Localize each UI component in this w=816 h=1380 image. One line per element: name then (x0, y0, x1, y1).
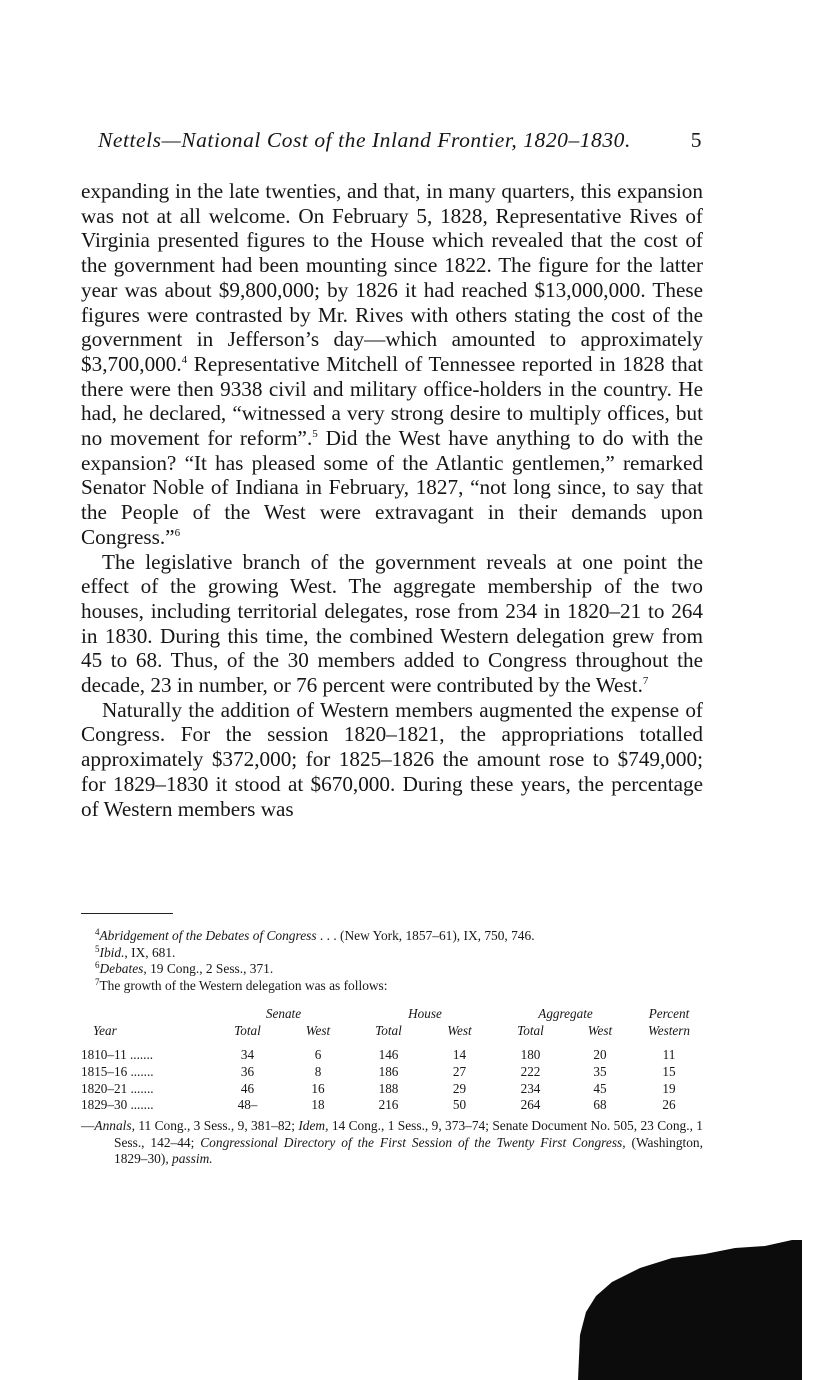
table-cell: 6 (314, 1047, 322, 1063)
table-cell: 27 (452, 1063, 467, 1079)
dot-leader: ....... (127, 1080, 154, 1096)
column-header: West (587, 1022, 613, 1038)
sources-text-1: , 11 Cong., 3 Sess., 9, 381–82; (131, 1118, 299, 1134)
sources-dash: — (81, 1118, 95, 1134)
table-cell: 186 (378, 1063, 399, 1079)
table-cell: 146 (378, 1047, 399, 1063)
table-cell: 18 (311, 1097, 325, 1113)
footnote-ref-7: 7 (642, 675, 649, 688)
footnote-5-text: , IX, 681. (124, 944, 176, 960)
table-cell: 45 (593, 1080, 607, 1096)
footnote-6-title: Debates (99, 961, 144, 977)
table-cell: 216 (378, 1097, 399, 1113)
year-value: 1820–21 (81, 1080, 128, 1096)
dot-leader: ....... (127, 1097, 154, 1113)
table-cell: 222 (520, 1063, 541, 1079)
table-cell: 234 (520, 1080, 541, 1096)
table-cell: 14 (452, 1047, 467, 1063)
page-number: 5 (690, 128, 702, 152)
sources-directory-title: Congressional Directory of the First Session of the Twenty First Congress, (200, 1134, 626, 1150)
footnote-ref-6: 6 (174, 526, 181, 539)
footnote-6-text: , 19 Cong., 2 Sess., 371. (143, 961, 274, 977)
footnote-6-mark: 6 (95, 960, 100, 971)
table-cell: 188 (378, 1080, 399, 1096)
footnote-4-mark: 4 (95, 927, 100, 937)
footnote-ref-5: 5 (312, 428, 318, 441)
footnote-ref-4: 4 (181, 353, 188, 366)
table-cell: 19 (662, 1080, 676, 1096)
group-header: Percent (648, 1005, 690, 1021)
footnote-4-title: Abridgement of the Debates of Congress (99, 928, 317, 943)
column-header: Total (234, 1022, 261, 1038)
paragraph-1-text-c: Did the West have anything to do with the expansion? “It has pleased some of the Atlantic gentlemen,” remarked Senator Noble of Indiana in February, 1827, “not long since, to say that the People of the West were extravagant in their demands upon Congress.” (81, 426, 703, 549)
footnote-5-mark: 5 (95, 943, 100, 954)
table-cell: 34 (240, 1047, 255, 1063)
sources-passim: passim. (172, 1151, 213, 1167)
group-header: House (408, 1005, 442, 1021)
running-title: Nettels—National Cost of the Inland Frontier, 1820–1830. (98, 128, 631, 152)
sources-annals: Annals (94, 1118, 132, 1134)
table-cell: 46 (240, 1080, 255, 1096)
footnote-4-text: (New York, 1857–61), IX, 750, 746. (340, 928, 535, 943)
paragraph-1-text-a: expanding in the late twenties, and that, in many quarters, this expansion was not at all welcome. On February 5, 1828, Representative Rives of Virginia presented figures to the House which revealed that the cost of the government had been mounting since 1822. The figure for the latter year was about $9,800,000; by 1826 it had reached $13,000,000. These figures were contrasted by Mr. Rives with others stating the cost of the government in Jefferson’s day—which amounted to approximately $3,700,000. (81, 179, 703, 376)
year-column-header: Year (93, 1022, 117, 1038)
table-cell: 16 (311, 1080, 325, 1096)
table-cell: 11 (662, 1047, 676, 1063)
column-header: Western (647, 1022, 690, 1038)
paragraph-2-text: The legislative branch of the government reveals at one point the effect of the growing West. The aggregate membership of the two houses, including territorial delegates, rose from 234 in 1820–21 to 264 in 1830. During this time, the combined Western delegation grew from 45 to 68. Thus, of the 30 members added to Congress throughout the decade, 23 in number, or 76 percent were contributed by the West. (81, 549, 703, 698)
sources-idem: Idem (298, 1118, 326, 1134)
column-header: West (447, 1022, 472, 1038)
table-cell: 20 (593, 1047, 607, 1063)
footnote-4-ellipsis: . . . (316, 928, 341, 943)
paragraph-3: Naturally the addition of Western members augmented the expense of Congress. For the session 1820–1821, the appropriations totalled approximately $372,000; for 1825–1826 the amount rose to $749,000; for 1829–1830 it stood at $670,000. During these years, the percentage of Western members was (81, 697, 703, 821)
year-value: 1829–30 (81, 1097, 128, 1113)
sources-text-3: (Washington, 1829–30), (114, 1134, 703, 1167)
paragraph-1-text-b: Representative Mitchell of Tennessee reported in 1828 that there were then 9338 civil and military office-holders in the country. He had, he declared, “witnessed a very strong desire to multiply offices, but no movement for reform”. (81, 351, 703, 451)
year-value: 1810–11 (81, 1047, 127, 1063)
year-value: 1815–16 (81, 1063, 128, 1079)
table-cell: 26 (662, 1097, 676, 1113)
table-cell: 50 (452, 1097, 467, 1113)
table-cell: 180 (520, 1047, 541, 1063)
table-cell: 15 (662, 1063, 676, 1079)
group-header: Aggregate (538, 1005, 593, 1021)
table-cell: 36 (240, 1063, 255, 1079)
footnote-7-mark: 7 (95, 977, 100, 988)
table-cell: 48– (237, 1097, 258, 1113)
table-cell: 68 (593, 1097, 607, 1113)
table-cell: 8 (314, 1063, 322, 1079)
table-cell: 35 (593, 1063, 607, 1079)
column-header: Total (517, 1022, 544, 1038)
column-header: Total (375, 1022, 402, 1038)
table-cell: 264 (520, 1097, 541, 1113)
footnote-7-text: The growth of the Western delegation was as follows: (99, 978, 388, 994)
column-header: West (305, 1022, 331, 1038)
group-header: Senate (265, 1005, 302, 1021)
table-cell: 29 (452, 1080, 467, 1096)
sources-text-2: , 14 Cong., 1 Sess., 9, 373–74; Senate Document No. 505, 23 Cong., 1 Sess., 142–44; (114, 1118, 704, 1150)
dot-leader: ....... (127, 1063, 154, 1079)
footnote-5-ibid: Ibid. (99, 944, 125, 960)
dot-leader: ....... (126, 1047, 154, 1063)
